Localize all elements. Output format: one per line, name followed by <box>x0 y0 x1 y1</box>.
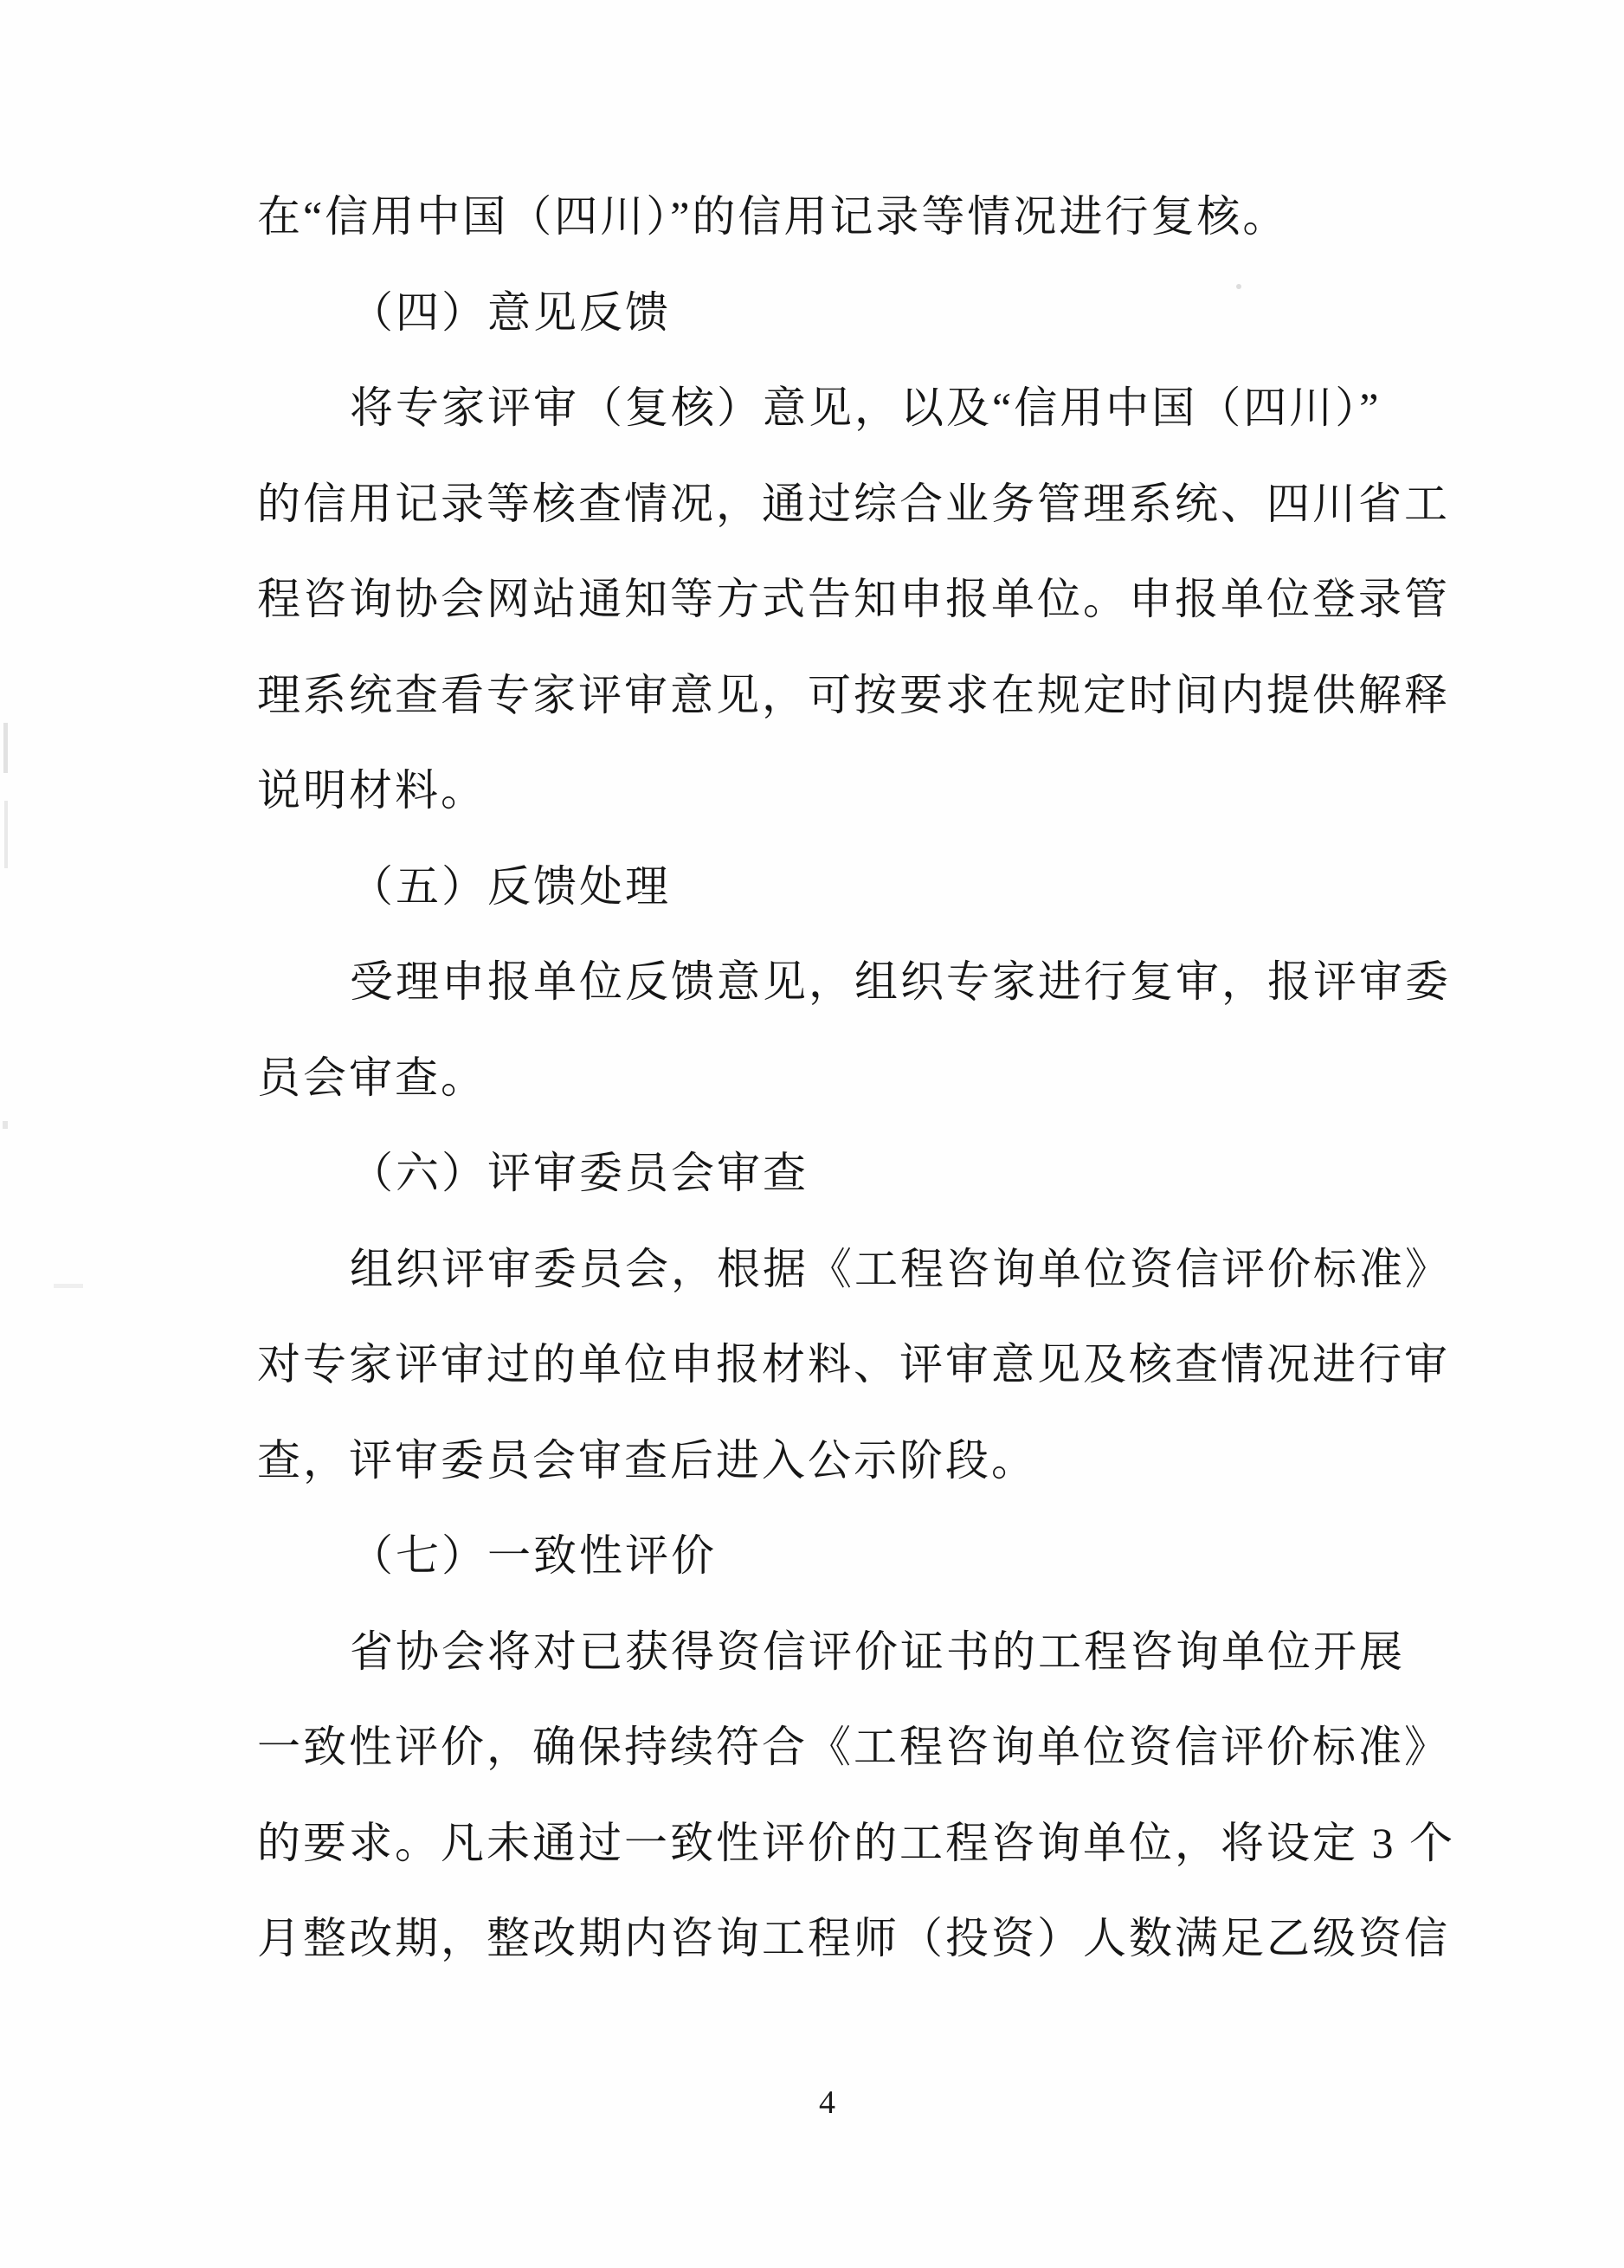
section-heading: （六）评审委员会审查 <box>350 1149 809 1197</box>
text-line: 省协会将对已获得资信评价证书的工程咨询单位开展 <box>350 1627 1405 1676</box>
text-line: 对专家评审过的单位申报材料、评审意见及核查情况进行审 <box>257 1340 1450 1389</box>
page-number: 4 <box>819 2084 836 2121</box>
section-heading: （五）反馈处理 <box>350 861 671 911</box>
text-line: 员会审查。 <box>257 1053 487 1102</box>
text-line: 组织评审委员会，根据《工程咨询单位资信评价标准》 <box>350 1244 1451 1293</box>
text-line: 程咨询协会网站通知等方式告知申报单位。申报单位登录管 <box>257 575 1450 623</box>
text-line: 的信用记录等核查情况，通过综合业务管理系统、四川省工 <box>257 479 1450 528</box>
scan-artifact <box>54 1284 83 1288</box>
text-line: 理系统查看专家评审意见，可按要求在规定时间内提供解释 <box>257 670 1450 719</box>
text-line: 一致性评价，确保持续符合《工程咨询单位资信评价标准》 <box>257 1723 1450 1771</box>
text-line: 查，评审委员会审查后进入公示阶段。 <box>257 1435 1037 1485</box>
text-line: 受理申报单位反馈意见，组织专家进行复审，报评审委 <box>350 957 1451 1006</box>
text-line: 在“信用中国（四川）”的信用记录等情况进行复核。 <box>257 192 1289 241</box>
section-heading: （七）一致性评价 <box>350 1531 717 1580</box>
scan-artifact <box>3 1121 8 1129</box>
text-line: 月整改期，整改期内咨询工程师（投资）人数满足乙级资信 <box>257 1914 1450 1962</box>
text-line: 说明材料。 <box>257 766 487 815</box>
scan-artifact <box>4 801 8 868</box>
scan-artifact <box>3 723 8 773</box>
text-line: 的要求。凡未通过一致性评价的工程咨询单位，将设定 3 个 <box>257 1818 1455 1867</box>
section-heading: （四）意见反馈 <box>350 287 671 337</box>
text-line: 将专家评审（复核）意见，以及“信用中国（四川）” <box>350 383 1382 432</box>
body-text <box>257 169 1455 1987</box>
